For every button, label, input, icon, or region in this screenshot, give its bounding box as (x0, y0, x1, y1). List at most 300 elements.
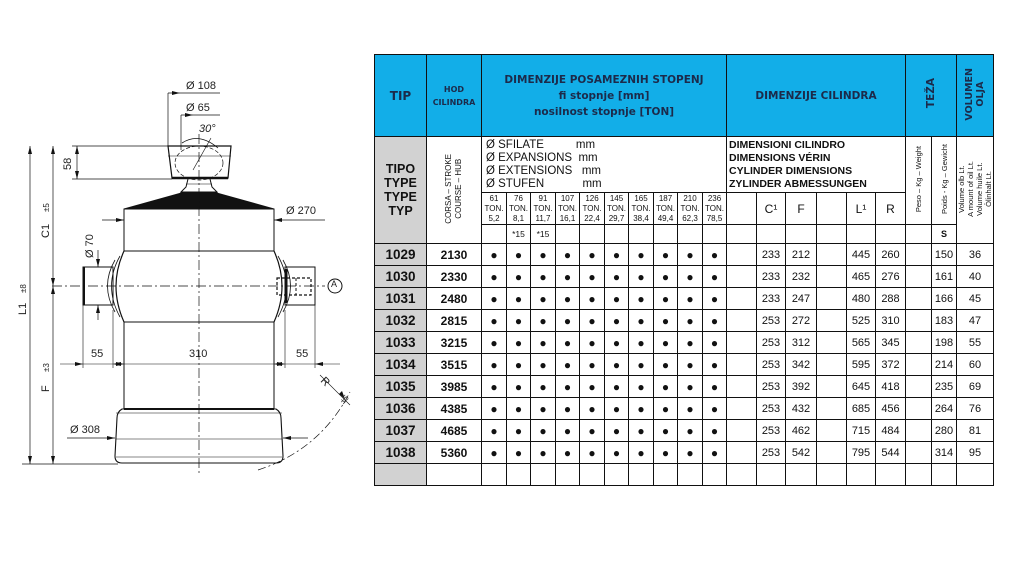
dim-angle-30: 30° (199, 123, 216, 135)
empty-cell (906, 244, 932, 266)
table-row (375, 398, 994, 420)
oil-volume-cell: 81 (957, 420, 994, 442)
stage-available-dot-icon: ● (605, 398, 629, 420)
header-weight-label: TEŽA (925, 77, 937, 109)
empty-cell (654, 464, 678, 486)
stage-available-dot-icon: ● (678, 376, 703, 398)
tip-cell: 1029 (375, 244, 427, 266)
tip-cell: 1030 (375, 266, 427, 288)
cylinder-label-it: DIMENSIONI CILINDRO (729, 139, 846, 151)
table-row (375, 332, 994, 354)
subheader-stroke (427, 137, 482, 244)
stage-available-dot-icon: ● (507, 266, 531, 288)
oil-volume-cell: 45 (957, 288, 994, 310)
stroke-cell: 2480 (427, 288, 482, 310)
stage-available-dot-icon: ● (507, 354, 531, 376)
stage-col-10 (703, 193, 727, 225)
header-stage-dimensions (482, 55, 727, 137)
oil-label-fr: Volume huile Lt. (975, 162, 984, 216)
stage-available-dot-icon: ● (580, 310, 605, 332)
c1-cell: 233 (757, 266, 786, 288)
stage-label-en: Ø EXTENSIONS mm (486, 165, 602, 177)
stage-available-dot-icon: ● (531, 332, 556, 354)
empty-cell (556, 464, 580, 486)
cylinder-label-en: CYLINDER DIMENSIONS (729, 165, 853, 177)
empty-cell (847, 225, 876, 244)
stage-available-dot-icon: ● (482, 442, 507, 464)
weight-cell: 166 (932, 288, 957, 310)
dim-l1: L1 (17, 302, 29, 315)
empty-cell (906, 288, 932, 310)
empty-cell (786, 464, 817, 486)
r-cell: 345 (876, 332, 906, 354)
stage-unit: TON. (582, 203, 602, 213)
weight-cell: 161 (932, 266, 957, 288)
l1-cell: 595 (847, 354, 876, 376)
l1-cell: 795 (847, 442, 876, 464)
empty-cell (757, 464, 786, 486)
stage-dia: 236 (707, 193, 722, 203)
f-cell: 432 (786, 398, 817, 420)
stage-available-dot-icon: ● (482, 266, 507, 288)
empty-cell (727, 398, 757, 420)
cyl-col-blank-1 (727, 193, 757, 225)
empty-cell (817, 225, 847, 244)
stage-available-dot-icon: ● (678, 288, 703, 310)
stage-available-dot-icon: ● (605, 310, 629, 332)
stage-unit: TON. (558, 203, 577, 213)
oil-volume-cell: 36 (957, 244, 994, 266)
stage-available-dot-icon: ● (654, 288, 678, 310)
stage-available-dot-icon: ● (531, 398, 556, 420)
oil-volume-cell: 69 (957, 376, 994, 398)
stroke-cell: 2815 (427, 310, 482, 332)
stage-available-dot-icon: ● (703, 332, 727, 354)
c1-cell: 233 (757, 288, 786, 310)
stage-ton: 16,1 (559, 213, 576, 223)
stage-available-dot-icon: ● (605, 354, 629, 376)
cyl-col-r: R (876, 193, 906, 225)
weight-cell: 150 (932, 244, 957, 266)
stage-available-dot-icon: ● (678, 442, 703, 464)
stage-available-dot-icon: ● (629, 266, 654, 288)
stage-col-1 (482, 193, 507, 225)
stage-col-4 (556, 193, 580, 225)
r-cell: 276 (876, 266, 906, 288)
r-cell: 418 (876, 376, 906, 398)
stage-available-dot-icon: ● (629, 442, 654, 464)
empty-cell (817, 310, 847, 332)
empty-cell (876, 464, 906, 486)
l1-cell: 685 (847, 398, 876, 420)
stage-available-dot-icon: ● (678, 244, 703, 266)
empty-cell (482, 464, 507, 486)
stage-label-it: Ø SFILATE mm (486, 139, 596, 151)
weight-cell: 235 (932, 376, 957, 398)
stage-col-5 (580, 193, 605, 225)
f-cell: 462 (786, 420, 817, 442)
stage-available-dot-icon: ● (507, 442, 531, 464)
stage-available-dot-icon: ● (654, 376, 678, 398)
header-weight (906, 55, 957, 137)
stage-ton: 49,4 (657, 213, 674, 223)
dim-width-55-left: 55 (91, 348, 104, 360)
tip-cell: 1037 (375, 420, 427, 442)
stage-dia: 145 (609, 193, 624, 203)
stage-available-dot-icon: ● (580, 398, 605, 420)
stage-available-dot-icon: ● (605, 420, 629, 442)
stage-available-dot-icon: ● (556, 310, 580, 332)
stage-ton: 5,2 (488, 213, 500, 223)
stage-available-dot-icon: ● (654, 332, 678, 354)
stage-available-dot-icon: ● (629, 376, 654, 398)
cyl-col-f: F (786, 193, 817, 225)
weight-s-cell: S (932, 225, 957, 244)
table-row (375, 420, 994, 442)
dim-diameter-65: Ø 65 (186, 102, 210, 114)
dim-diameter-108: Ø 108 (186, 80, 216, 92)
type-label-it: TIPO (385, 162, 416, 176)
stage-available-dot-icon: ● (531, 376, 556, 398)
stage-available-dot-icon: ● (507, 310, 531, 332)
stage-col-7 (629, 193, 654, 225)
empty-cell (727, 310, 757, 332)
c1-cell: 253 (757, 398, 786, 420)
stage-available-dot-icon: ● (580, 420, 605, 442)
stage-available-dot-icon: ● (556, 442, 580, 464)
tip-cell: 1031 (375, 288, 427, 310)
header-tip (375, 55, 427, 137)
stage-available-dot-icon: ● (556, 354, 580, 376)
stage-available-dot-icon: ● (556, 376, 580, 398)
dim-l1-tolerance: ±8 (19, 284, 28, 293)
oil-volume-cell: 55 (957, 332, 994, 354)
header-cylinder-dimensions (727, 55, 906, 137)
stage-label-fr: Ø EXPANSIONS mm (486, 152, 598, 164)
stage-available-dot-icon: ● (556, 266, 580, 288)
header-stage-line2: fi stopnje [mm] (558, 89, 650, 102)
empty-cell (757, 225, 786, 244)
stage-available-dot-icon: ● (531, 354, 556, 376)
dim-diameter-308: Ø 308 (70, 424, 100, 436)
f-cell: 232 (786, 266, 817, 288)
stage-dia: 126 (585, 193, 599, 203)
stage-available-dot-icon: ● (629, 354, 654, 376)
header-stroke-line1: HOD (443, 84, 465, 94)
empty-cell (786, 225, 817, 244)
subheader-oil-languages (957, 137, 994, 244)
stage-col-9 (678, 193, 703, 225)
oil-volume-cell: 76 (957, 398, 994, 420)
f-cell: 392 (786, 376, 817, 398)
stage-available-dot-icon: ● (531, 310, 556, 332)
f-cell: 247 (786, 288, 817, 310)
stage-available-dot-icon: ● (654, 244, 678, 266)
r-cell: 260 (876, 244, 906, 266)
empty-cell (906, 354, 932, 376)
dim-f: F (40, 385, 52, 392)
empty-cell (876, 225, 906, 244)
empty-cell (727, 354, 757, 376)
c1-cell: 253 (757, 332, 786, 354)
table-row (375, 442, 994, 464)
empty-cell (580, 464, 605, 486)
note-cell (556, 225, 580, 244)
stage-available-dot-icon: ● (654, 310, 678, 332)
c1-cell: 253 (757, 354, 786, 376)
stage-col-2 (507, 193, 531, 225)
stage-available-dot-icon: ● (629, 244, 654, 266)
empty-cell (605, 464, 629, 486)
type-label-fr: TYPE (384, 190, 417, 204)
stage-available-dot-icon: ● (678, 398, 703, 420)
stage-unit: TON. (631, 203, 651, 213)
empty-cell (817, 398, 847, 420)
stage-available-dot-icon: ● (605, 332, 629, 354)
cyl-col-c1: C¹ (757, 193, 786, 225)
c1-cell: 253 (757, 420, 786, 442)
f-cell: 212 (786, 244, 817, 266)
subheader-weight-it-en (906, 137, 932, 225)
stage-label-de: Ø STUFEN mm (486, 178, 602, 190)
empty-cell (957, 464, 994, 486)
empty-cell (906, 442, 932, 464)
stage-available-dot-icon: ● (678, 420, 703, 442)
stage-available-dot-icon: ● (629, 420, 654, 442)
stage-unit: TON. (484, 203, 504, 213)
tip-cell: 1032 (375, 310, 427, 332)
c1-cell: 253 (757, 376, 786, 398)
empty-cell (531, 464, 556, 486)
oil-volume-cell: 47 (957, 310, 994, 332)
stage-ton: 8,1 (512, 213, 525, 223)
stage-available-dot-icon: ● (629, 288, 654, 310)
c1-cell: 253 (757, 442, 786, 464)
empty-cell (847, 464, 876, 486)
stage-available-dot-icon: ● (678, 310, 703, 332)
stage-ton: 78,5 (706, 213, 723, 223)
subheader-stroke-label (444, 154, 464, 224)
stroke-cell: 2330 (427, 266, 482, 288)
empty-cell (678, 464, 703, 486)
tip-cell: 1034 (375, 354, 427, 376)
r-cell: 372 (876, 354, 906, 376)
stage-available-dot-icon: ● (678, 354, 703, 376)
stroke-cell: 3985 (427, 376, 482, 398)
stage-available-dot-icon: ● (678, 332, 703, 354)
stage-available-dot-icon: ● (580, 266, 605, 288)
empty-cell (906, 225, 932, 244)
note-cell (605, 225, 629, 244)
empty-cell (906, 376, 932, 398)
table-body (375, 244, 994, 464)
oil-label-en: A mount of oil Lt. (966, 161, 975, 217)
dim-c1: C1 (40, 223, 52, 238)
dim-diameter-70: Ø 70 (84, 234, 96, 258)
stage-available-dot-icon: ● (654, 266, 678, 288)
table-row (375, 266, 994, 288)
stage-available-dot-icon: ● (531, 442, 556, 464)
stage-available-dot-icon: ● (580, 244, 605, 266)
subheader-type (375, 137, 427, 244)
stage-available-dot-icon: ● (703, 266, 727, 288)
tip-cell: 1038 (375, 442, 427, 464)
stage-available-dot-icon: ● (556, 420, 580, 442)
stage-ton: 29,7 (608, 213, 625, 223)
stage-available-dot-icon: ● (654, 420, 678, 442)
dim-width-310: 310 (189, 348, 208, 360)
empty-cell (817, 288, 847, 310)
empty-cell (507, 464, 531, 486)
tip-cell: 1036 (375, 398, 427, 420)
stroke-cell: 5360 (427, 442, 482, 464)
stage-available-dot-icon: ● (580, 288, 605, 310)
stage-available-dot-icon: ● (482, 420, 507, 442)
stage-available-dot-icon: ● (703, 376, 727, 398)
note-cell (580, 225, 605, 244)
stage-available-dot-icon: ● (605, 244, 629, 266)
dim-radius-tolerance: ±5 (338, 393, 351, 406)
empty-cell (727, 464, 757, 486)
empty-cell (906, 464, 932, 486)
empty-cell (817, 354, 847, 376)
header-stage-line3: nosilnost stopnje [TON] (533, 105, 675, 118)
weight-cell: 214 (932, 354, 957, 376)
table-row (375, 376, 994, 398)
cylinder-label-de: ZYLINDER ABMESSUNGEN (729, 178, 867, 190)
note-cell (703, 225, 727, 244)
l1-cell: 525 (847, 310, 876, 332)
note-cell (629, 225, 654, 244)
oil-label-it: Volume olb Lt. (957, 165, 966, 213)
stage-available-dot-icon: ● (482, 398, 507, 420)
stage-ton: 22,4 (584, 213, 600, 223)
stage-dia: 76 (514, 193, 523, 203)
stage-unit: TON. (607, 203, 626, 213)
tip-cell: 1033 (375, 332, 427, 354)
header-stage-line1: DIMENZIJE POSAMEZNIH STOPENJ (504, 73, 704, 86)
stage-available-dot-icon: ● (605, 376, 629, 398)
weight-cell: 280 (932, 420, 957, 442)
empty-cell (727, 266, 757, 288)
empty-cell (703, 464, 727, 486)
l1-cell: 715 (847, 420, 876, 442)
tip-cell: 1035 (375, 376, 427, 398)
table-row (375, 288, 994, 310)
empty-cell (817, 464, 847, 486)
empty-cell (727, 376, 757, 398)
note-cell: *15 (507, 225, 531, 244)
stage-available-dot-icon: ● (580, 354, 605, 376)
stroke-cell: 3515 (427, 354, 482, 376)
stage-available-dot-icon: ● (580, 442, 605, 464)
dim-radius-r: R (317, 374, 333, 390)
empty-cell (427, 464, 482, 486)
type-label-de: TYP (388, 204, 413, 218)
empty-cell (817, 332, 847, 354)
oil-label-de: Ölinhalt Lt. (984, 171, 993, 207)
stage-available-dot-icon: ● (605, 442, 629, 464)
c1-cell: 233 (757, 244, 786, 266)
header-oil-line1: VOLUMEN (964, 67, 975, 121)
stage-available-dot-icon: ● (507, 420, 531, 442)
empty-cell (817, 442, 847, 464)
r-cell: 456 (876, 398, 906, 420)
l1-cell: 480 (847, 288, 876, 310)
stage-available-dot-icon: ● (703, 354, 727, 376)
note-cell: *15 (531, 225, 556, 244)
empty-cell (932, 464, 957, 486)
stage-available-dot-icon: ● (605, 288, 629, 310)
empty-cell (906, 266, 932, 288)
stage-available-dot-icon: ● (703, 420, 727, 442)
header-stroke-line2: CILINDRA (432, 97, 476, 107)
empty-cell (727, 420, 757, 442)
stage-available-dot-icon: ● (654, 354, 678, 376)
stage-dia: 187 (658, 193, 673, 203)
stage-dia: 107 (560, 193, 575, 203)
stage-available-dot-icon: ● (703, 288, 727, 310)
weight-cell: 183 (932, 310, 957, 332)
stage-available-dot-icon: ● (507, 398, 531, 420)
stage-available-dot-icon: ● (507, 332, 531, 354)
empty-cell (906, 332, 932, 354)
c1-cell: 253 (757, 310, 786, 332)
stage-available-dot-icon: ● (605, 266, 629, 288)
subheader-row-1 (375, 137, 994, 193)
stage-available-dot-icon: ● (482, 332, 507, 354)
table-row-empty (375, 464, 994, 486)
empty-cell (817, 376, 847, 398)
table-row (375, 310, 994, 332)
header-cylinder-label: DIMENZIJE CILINDRA (755, 89, 877, 102)
oil-label-group (957, 161, 993, 217)
dim-width-55-right: 55 (296, 348, 309, 360)
f-cell: 272 (786, 310, 817, 332)
empty-cell (727, 244, 757, 266)
subheader-weight-fr-de (932, 137, 957, 225)
stage-available-dot-icon: ● (703, 310, 727, 332)
stage-unit: TON. (705, 203, 724, 213)
stage-available-dot-icon: ● (482, 376, 507, 398)
cylinder-technical-drawing (0, 0, 370, 576)
stage-available-dot-icon: ● (654, 398, 678, 420)
stage-available-dot-icon: ● (531, 266, 556, 288)
stage-ton: 62,3 (682, 213, 698, 223)
header-tip-label: TIP (389, 88, 412, 103)
stage-available-dot-icon: ● (703, 398, 727, 420)
l1-cell: 565 (847, 332, 876, 354)
stage-ton: 38,4 (633, 213, 649, 223)
stage-available-dot-icon: ● (556, 398, 580, 420)
dim-f-tolerance: ±3 (42, 363, 51, 372)
stage-available-dot-icon: ● (556, 288, 580, 310)
stage-dia: 61 (489, 193, 499, 203)
stage-unit: TON. (533, 203, 553, 213)
l1-cell: 645 (847, 376, 876, 398)
table-row (375, 354, 994, 376)
stage-available-dot-icon: ● (482, 244, 507, 266)
stage-available-dot-icon: ● (507, 288, 531, 310)
stage-dia: 210 (683, 193, 697, 203)
empty-cell (727, 288, 757, 310)
stage-available-dot-icon: ● (580, 376, 605, 398)
oil-volume-cell: 95 (957, 442, 994, 464)
stage-unit: TON. (680, 203, 700, 213)
empty-cell (727, 332, 757, 354)
f-cell: 342 (786, 354, 817, 376)
dim-c1-tolerance: ±5 (42, 203, 51, 212)
